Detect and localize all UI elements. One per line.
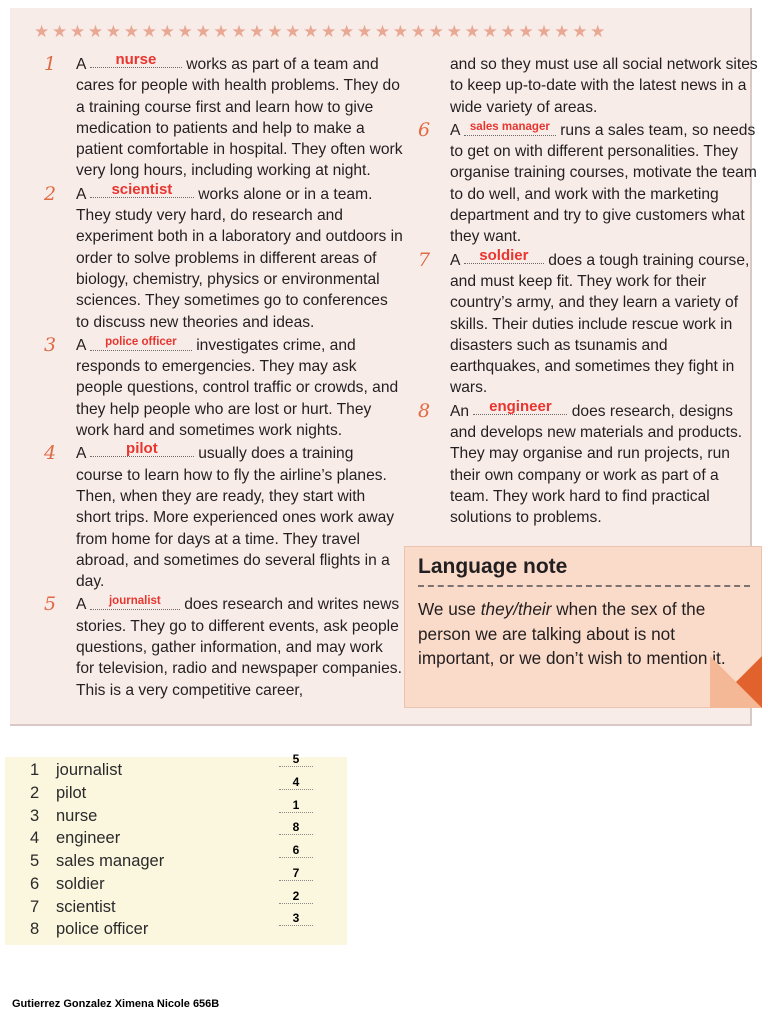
item-answer-blank[interactable]: 5 (279, 753, 313, 767)
answer-blank[interactable]: soldier (464, 248, 544, 264)
item-number: 4 (30, 829, 40, 847)
matching-answer-list (5, 752, 347, 945)
entry-text: investigates crime, and responds to emergencies. They may ask people questions, control traffic or crowds, and they help people who are lost or hurt. They work hard and sometimes work nights. (76, 336, 399, 440)
entry-text: works as part of a team and cares for people with health problems. They do a training course first and learn how to give medication to patients and help to make a patient comfortable in hospital. They often work very long hours, including working at night. (76, 56, 403, 180)
entry-text: does research, designs and develops new materials and products. They may organise and run projects, run their own company or work as part of a team. They work hard to find practical solutions to problems. (450, 402, 743, 527)
entry-5-continued (418, 54, 758, 118)
entry-number: 7 (418, 248, 431, 271)
entry-article: A (76, 185, 90, 203)
entry-number: 4 (44, 442, 57, 465)
entry-article: A (450, 251, 464, 269)
item-word: soldier (56, 875, 105, 893)
dashed-divider (418, 585, 750, 587)
entry-text: usually does a training course to learn how to fly the airline’s planes. Then, when they are ready, they start with short trips. More experienced ones work away from home for days at a time. They travel abroad, and sometimes do several flights in a day. (76, 445, 395, 591)
entry-article: An (450, 402, 474, 420)
item-answer-blank[interactable]: 6 (279, 844, 313, 858)
student-name: Gutierrez Gonzalez Ximena Nicole 656B (12, 998, 220, 1010)
item-word: engineer (56, 829, 121, 847)
language-note-body (418, 597, 738, 671)
right-column (418, 54, 758, 529)
answer-blank[interactable]: engineer (473, 399, 567, 415)
item-word: pilot (56, 784, 87, 802)
entry-5 (44, 594, 404, 700)
entry-article: A (450, 121, 464, 139)
entry-6 (418, 120, 758, 248)
entry-number: 8 (418, 399, 431, 422)
answer-blank[interactable]: police officer (90, 335, 192, 351)
item-number: 6 (30, 875, 40, 893)
entry-number: 1 (44, 53, 57, 75)
list-item (5, 911, 347, 942)
left-column (44, 51, 404, 701)
note-emphasis: they/their (480, 599, 552, 619)
item-number: 2 (30, 784, 40, 802)
item-number: 3 (30, 807, 40, 825)
item-answer-blank[interactable]: 7 (279, 867, 313, 881)
item-word: scientist (56, 898, 116, 916)
entry-article: A (76, 336, 90, 354)
language-note-title: Language note (418, 555, 568, 578)
item-word: nurse (56, 807, 98, 825)
entry-8 (418, 397, 758, 529)
item-number: 8 (30, 920, 40, 938)
language-note-box (404, 546, 762, 708)
entry-article: A (76, 445, 90, 463)
entry-number: 3 (44, 333, 57, 356)
item-answer-blank[interactable]: 2 (279, 890, 313, 904)
answer-blank[interactable]: journalist (90, 594, 180, 610)
item-answer-blank[interactable]: 8 (279, 821, 313, 835)
answer-blank[interactable]: pilot (90, 441, 194, 457)
entry-number: 6 (418, 118, 431, 141)
item-answer-blank[interactable]: 4 (279, 776, 313, 790)
entry-4 (44, 440, 404, 592)
item-word: sales manager (56, 852, 165, 870)
entry-number: 2 (44, 182, 57, 205)
note-text: when the sex of the person we are talking about is not important, or we don’t wish to mention it. (418, 599, 726, 668)
page-curl (710, 656, 762, 708)
note-text: We use (418, 599, 481, 619)
item-answer-blank[interactable]: 3 (279, 912, 313, 926)
star-border: ★★★★★★★★★★★★★★★★★★★★★★★★★★★★★★★★ (34, 22, 609, 41)
entry-3 (44, 335, 404, 441)
entry-2 (44, 180, 404, 333)
entry-7 (418, 246, 758, 399)
item-word: journalist (56, 761, 123, 779)
entry-number: 5 (44, 593, 57, 616)
entry-text: does research and writes news stories. They go to different events, ask people questions, gather information, and may work for television, radio and newspaper companies. This is a very competitive career, (76, 596, 402, 699)
entry-text: and so they must use all social network sites to keep up-to-date with the latest news in a wide variety of areas. (450, 56, 758, 116)
entry-article: A (76, 56, 90, 73)
item-number: 7 (30, 898, 40, 916)
item-word: police officer (56, 920, 149, 938)
item-answer-blank[interactable]: 1 (279, 799, 313, 813)
entry-text: runs a sales team, so needs to get on with different personalities. They organise training courses, motivate the team to do well, and work with the marketing department and try to give customers what they want. (450, 121, 757, 246)
entry-1 (44, 51, 404, 182)
item-number: 1 (30, 761, 40, 779)
answer-blank[interactable]: nurse (90, 52, 182, 68)
answer-blank[interactable]: scientist (90, 182, 194, 198)
entry-article: A (76, 596, 90, 614)
item-number: 5 (30, 852, 40, 870)
answer-blank[interactable]: sales manager (464, 120, 556, 136)
entry-text: works alone or in a team. They study very hard, do research and experiment both in a laboratory and outdoors in order to solve problems in different areas of biology, chemistry, physics or environmental sciences. They sometimes go to conferences to discuss new theories and ideas. (76, 185, 403, 331)
entry-text: does a tough training course, and must keep fit. They work for their country’s army, and they learn a variety of skills. Their duties include rescue work in disasters such as tsunamis and earthquakes, and sometimes they fight in wars. (450, 251, 750, 397)
